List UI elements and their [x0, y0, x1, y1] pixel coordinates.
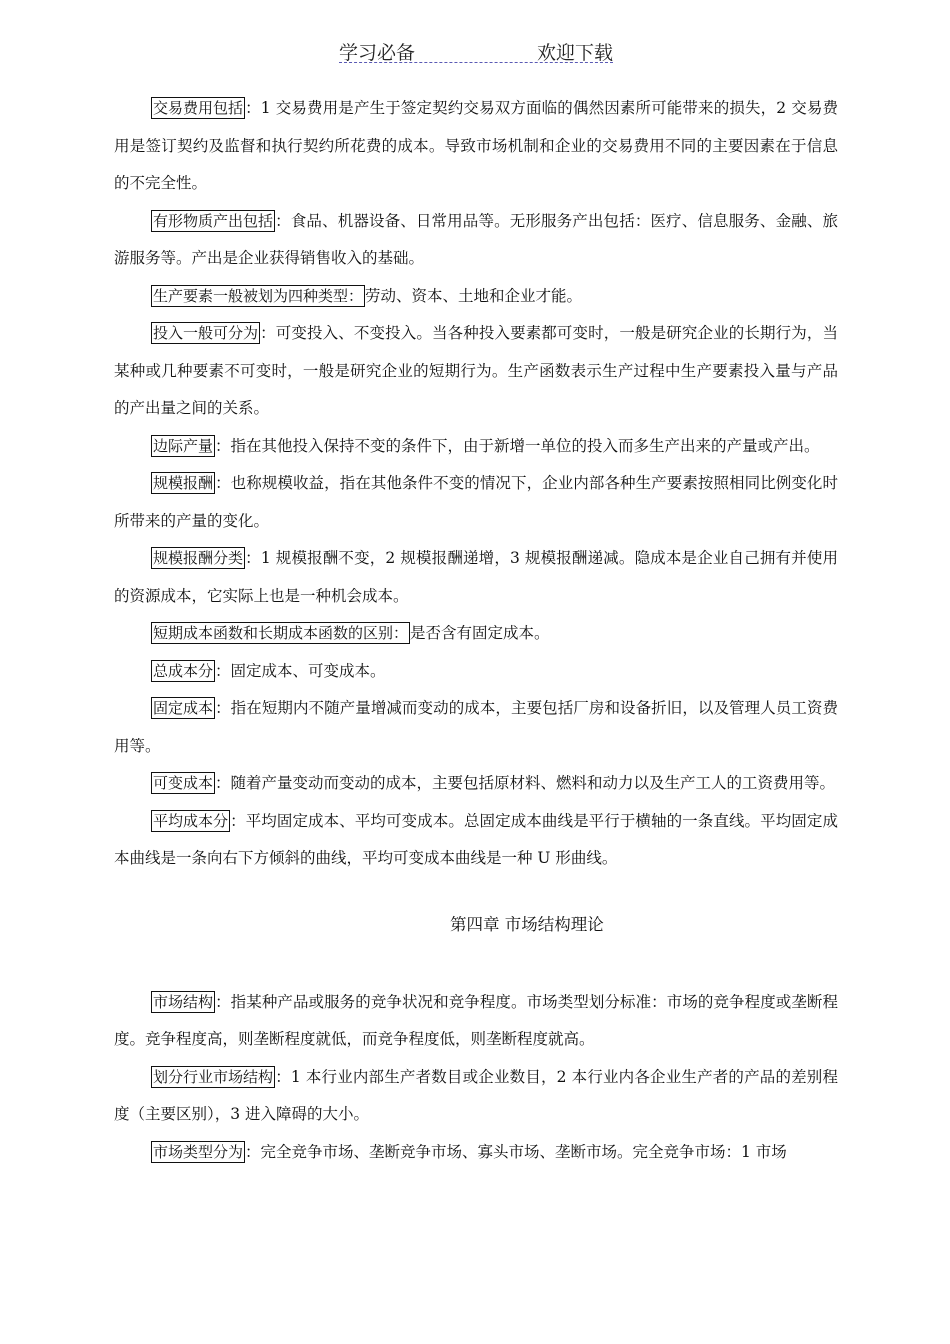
paragraph-transaction-cost — [114, 90, 838, 203]
paragraph-text: ：完全竞争市场、垄断竞争市场、寡头市场、垄断市场。完全竞争市场：1 市场 — [245, 1142, 787, 1161]
paragraph-cost-function-difference — [114, 615, 838, 653]
paragraph-text: ：指在其他投入保持不变的条件下，由于新增一单位的投入而多生产出来的产量或产出。 — [215, 436, 820, 455]
term-box: 投入一般可分为 — [153, 324, 259, 342]
header-right-text: 欢迎下载 — [536, 42, 613, 64]
paragraph-text: ：1 本行业内部生产者数目或企业数目，2 本行业内各企业生产者的产品的差别程度（主要区别），3 进入障碍的大小。 — [114, 1067, 838, 1123]
paragraph-text: ：1 交易费用是产生于签定契约交易双方面临的偶然因素所可能带来的损失，2 交易费用是签订契约及监督和执行契约所花费的成本。导致市场机制和企业的交易费用不同的主要因素在于信息的不完全性。 — [114, 99, 838, 192]
paragraph-market-types — [114, 1134, 838, 1172]
term-box: 市场类型分为 — [153, 1142, 244, 1161]
paragraph-marginal-product — [114, 428, 838, 466]
paragraph-text: 劳动、资本、土地和企业才能。 — [365, 286, 583, 305]
paragraph-text: ：指某种产品或服务的竞争状况和竞争程度。市场类型划分标准：市场的竞争程度或垄断程度。竞争程度高，则垄断程度就低，而竞争程度低，则垄断程度就高。 — [114, 992, 838, 1048]
paragraph-returns-to-scale — [114, 465, 838, 540]
term-box: 总成本分 — [153, 661, 214, 680]
term-box: 边际产量 — [153, 436, 214, 455]
paragraph-industry-structure — [114, 1059, 838, 1134]
term-box: 固定成本 — [153, 699, 214, 717]
paragraph-average-cost — [114, 803, 838, 878]
term-box: 可变成本 — [153, 774, 214, 792]
paragraph-text: ：食品、机器设备、日常用品等。无形服务产出包括：医疗、信息服务、金融、旅游服务等。产出是企业获得销售收入的基础。 — [114, 211, 838, 267]
term-box: 生产要素一般被划为四种类型： — [153, 286, 364, 305]
chapter-title: 第四章 市场结构理论 — [450, 914, 604, 934]
page-header — [339, 38, 613, 63]
term-box: 交易费用包括 — [153, 99, 244, 117]
document-body — [114, 90, 838, 1171]
term-box: 市场结构 — [153, 992, 214, 1011]
paragraph-text: ：指在短期内不随产量增减而变动的成本，主要包括厂房和设备折旧，以及管理人员工资费用等。 — [114, 699, 838, 755]
term-box: 有形物质产出包括 — [153, 211, 274, 230]
term-box: 规模报酬 — [153, 474, 214, 492]
paragraph-text: ：固定成本、可变成本。 — [215, 661, 386, 680]
paragraph-inputs — [114, 315, 838, 428]
term-box: 规模报酬分类 — [153, 549, 244, 567]
paragraph-text: ：也称规模收益，指在其他条件不变的情况下，企业内部各种生产要素按照相同比例变化时所带来的产量的变化。 — [114, 474, 838, 530]
paragraph-variable-cost — [114, 765, 838, 803]
paragraph-text: ：可变投入、不变投入。当各种投入要素都可变时，一般是研究企业的长期行为，当某种或几种要素不可变时，一般是研究企业的短期行为。生产函数表示生产过程中生产要素投入量与产品的产出量之间的关系。 — [114, 324, 838, 417]
paragraph-market-structure — [114, 984, 838, 1059]
paragraph-production-factors — [114, 278, 838, 316]
paragraph-tangible-output — [114, 203, 838, 278]
header-left-text: 学习必备 — [339, 42, 416, 64]
term-box: 划分行业市场结构 — [153, 1067, 274, 1086]
paragraph-text: ：随着产量变动而变动的成本，主要包括原材料、燃料和动力以及生产工人的工资费用等。 — [215, 774, 836, 792]
paragraph-returns-to-scale-types — [114, 540, 838, 615]
paragraph-text: ：1 规模报酬不变，2 规模报酬递增，3 规模报酬递减。隐成本是企业自己拥有并使用的资源成本，它实际上也是一种机会成本。 — [114, 549, 838, 605]
term-box: 短期成本函数和长期成本函数的区别： — [153, 624, 409, 642]
paragraph-text: ：平均固定成本、平均可变成本。总固定成本曲线是平行于横轴的一条直线。平均固定成本曲线是一条向右下方倾斜的曲线，平均可变成本曲线是一种 U 形曲线。 — [114, 811, 838, 867]
paragraph-fixed-cost — [114, 690, 838, 765]
paragraph-total-cost — [114, 653, 838, 691]
paragraph-text: 是否含有固定成本。 — [410, 624, 550, 642]
term-box: 平均成本分 — [153, 811, 229, 830]
